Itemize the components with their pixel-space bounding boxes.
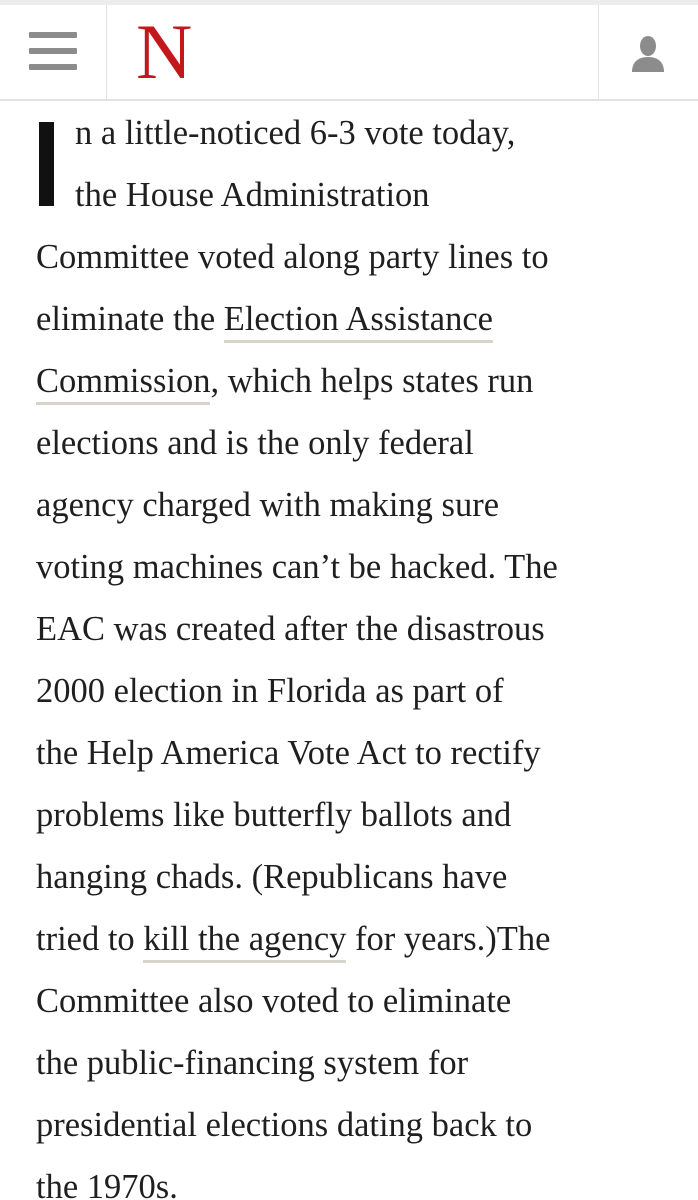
article-line: EAC was created after the disastrous [36,610,545,648]
article-text: for years.)The [346,920,551,958]
article-text: eliminate the [36,300,224,338]
article-body [36,102,676,1200]
article-line: hanging chads. (Republicans have [36,858,508,896]
hamburger-menu-icon [29,48,77,54]
article-line: Committee voted along party lines to [36,238,549,276]
article-line: n a little-noticed 6-3 vote today, [75,114,516,152]
article-text: , which helps states run [210,362,534,400]
site-logo[interactable]: N [136,8,191,95]
election-assistance-commission-link[interactable]: Election Assistance [224,300,493,343]
article-text: tried to [36,920,144,958]
user-icon [631,35,665,73]
article-line [36,350,676,412]
hamburger-menu-icon [29,32,77,38]
article-line [36,908,676,970]
article-line: problems like butterfly ballots and [36,796,512,834]
article-line [36,288,676,350]
article-line: the 1970s. [36,1168,178,1200]
kill-the-agency-link[interactable]: kill the agency [143,920,346,963]
article-line: the public-financing system for [36,1044,469,1082]
article-line: the Help America Vote Act to rectify [36,734,541,772]
article-line: the House Administration [75,176,430,214]
article-line: voting machines can’t be hacked. The [36,548,558,586]
article-line: presidential elections dating back to [36,1106,533,1144]
site-header [0,5,698,101]
article-line: agency charged with making sure [36,486,500,524]
article-line: 2000 election in Florida as part of [36,672,504,710]
menu-button[interactable] [0,5,107,99]
account-button[interactable] [598,5,698,99]
election-assistance-commission-link[interactable]: Commission [36,362,210,405]
article-line: Committee also voted to eliminate [36,982,512,1020]
hamburger-menu-icon [29,64,77,70]
article-line: elections and is the only federal [36,424,474,462]
